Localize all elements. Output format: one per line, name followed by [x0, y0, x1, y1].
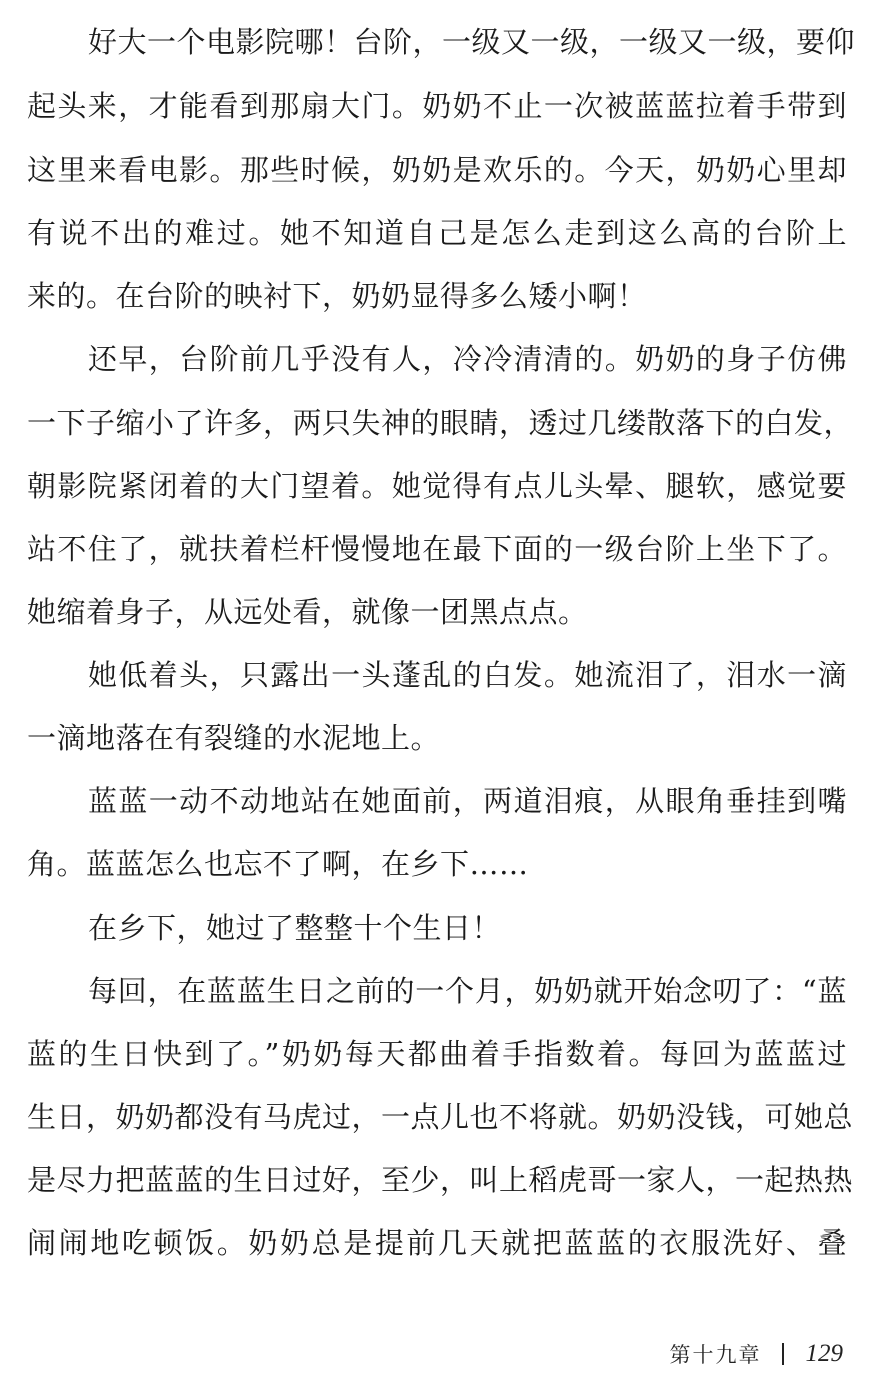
text-line: 蓝的生日快到了。”奶奶每天都曲着手指数着。每回为蓝蓝过	[27, 1037, 847, 1071]
text-line: 还早，台阶前几乎没有人，冷冷清清的。奶奶的身子仿佛	[88, 342, 847, 376]
text-line: 一下子缩小了许多，两只失神的眼睛，透过几缕散落下的白发，	[27, 406, 854, 440]
text-line: 在乡下，她过了整整十个生日！	[88, 911, 502, 945]
text-line: 起头来，才能看到那扇大门。奶奶不止一次被蓝蓝拉着手带到	[27, 89, 847, 123]
text-line: 朝影院紧闭着的大门望着。她觉得有点儿头晕、腿软，感觉要	[27, 469, 847, 503]
text-line: 有说不出的难过。她不知道自己是怎么走到这么高的台阶上	[27, 216, 847, 250]
text-line: 蓝蓝一动不动地站在她面前，两道泪痕，从眼角垂挂到嘴	[88, 784, 847, 818]
footer-divider	[782, 1343, 784, 1365]
chapter-label: 第十九章	[669, 1343, 762, 1367]
text-line: 角。蓝蓝怎么也忘不了啊，在乡下……	[27, 847, 529, 881]
text-line: 她缩着身子，从远处看，就像一团黑点点。	[27, 595, 588, 629]
text-line: 站不住了，就扶着栏杆慢慢地在最下面的一级台阶上坐下了。	[27, 532, 847, 566]
text-line: 是尽力把蓝蓝的生日过好，至少，叫上稻虎哥一家人，一起热热	[27, 1163, 854, 1197]
text-line: 来的。在台阶的映衬下，奶奶显得多么矮小啊！	[27, 279, 647, 313]
text-line: 这里来看电影。那些时候，奶奶是欢乐的。今天，奶奶心里却	[27, 153, 847, 187]
text-line: 好大一个电影院哪！台阶，一级又一级，一级又一级，要仰	[88, 25, 856, 59]
text-line: 她低着头，只露出一头蓬乱的白发。她流泪了，泪水一滴	[88, 658, 847, 692]
page-number: 129	[805, 1340, 843, 1367]
text-line: 生日，奶奶都没有马虎过，一点儿也不将就。奶奶没钱，可她总	[27, 1100, 854, 1134]
text-line: 一滴地落在有裂缝的水泥地上。	[27, 721, 441, 755]
text-line: 闹闹地吃顿饭。奶奶总是提前几天就把蓝蓝的衣服洗好、叠	[27, 1226, 847, 1260]
page-footer	[670, 1334, 844, 1374]
text-line: 每回，在蓝蓝生日之前的一个月，奶奶就开始念叨了：“蓝	[88, 974, 847, 1008]
